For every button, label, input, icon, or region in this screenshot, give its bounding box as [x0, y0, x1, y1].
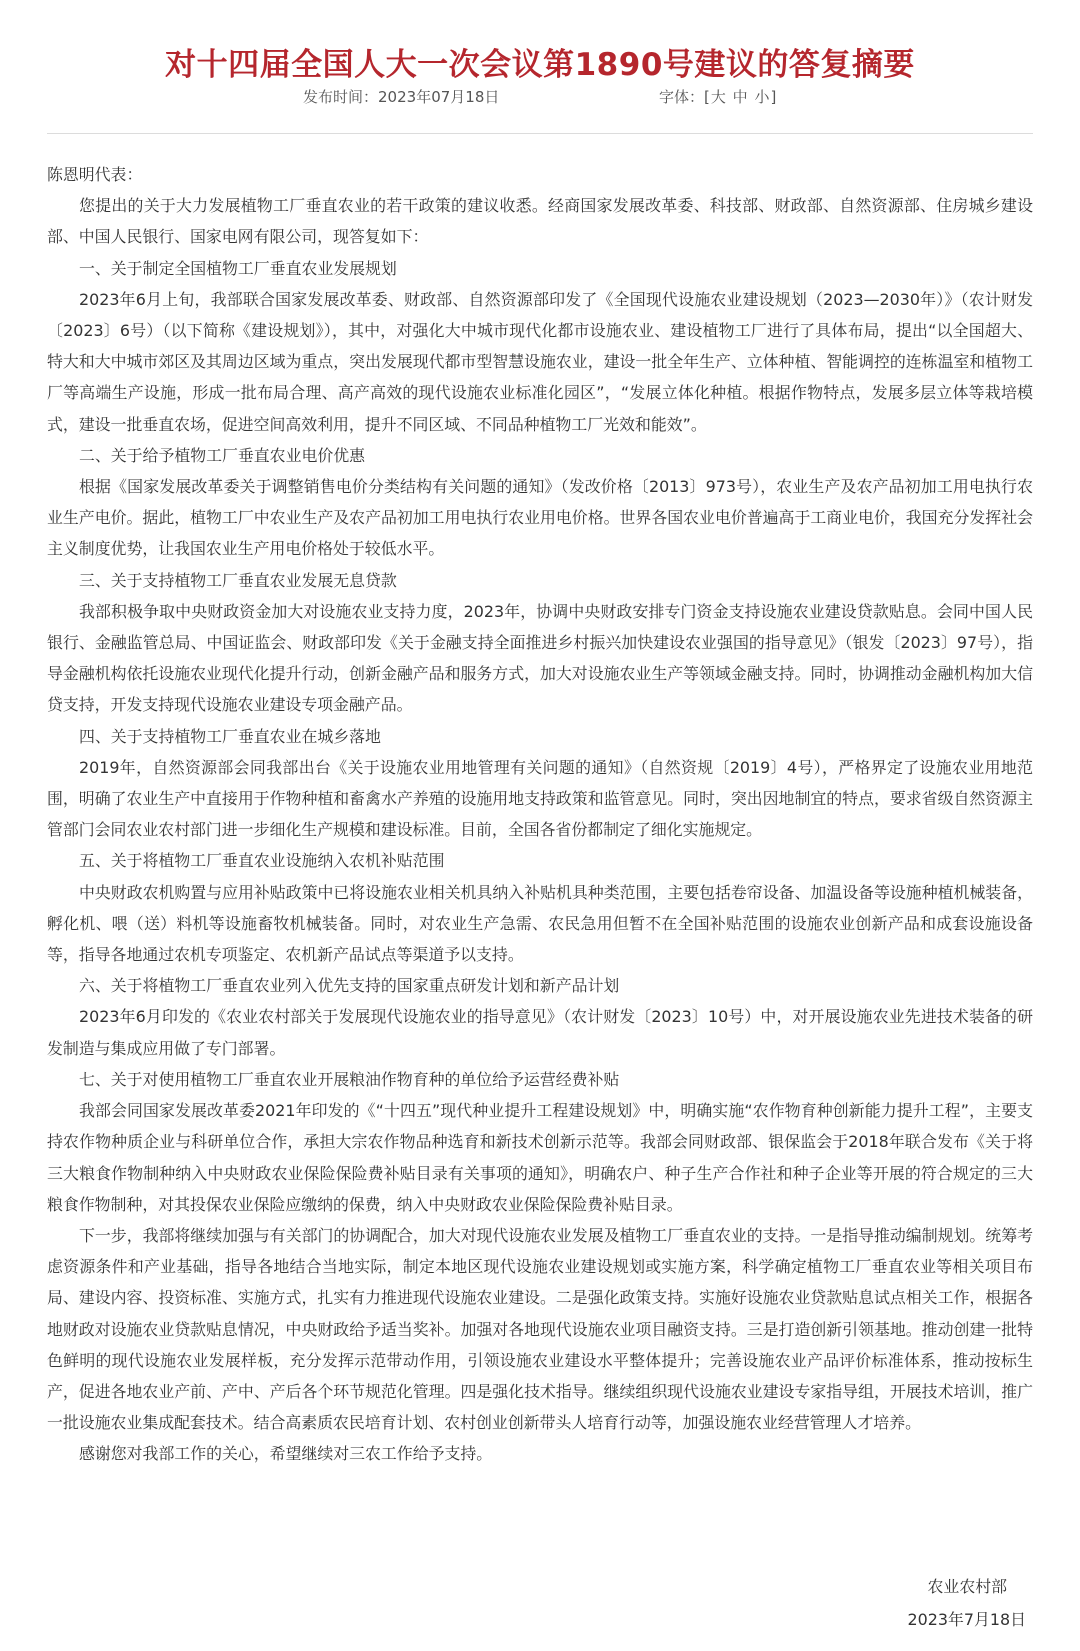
next-steps-paragraph: 下一步，我部将继续加强与有关部门的协调配合，加大对现代设施农业发展及植物工厂垂直农业的支持。一是指导推动编制规划。统筹考虑资源条件和产业基础，指导各地结合当地实际，制定本地区现代设施农业建设规划或实施方案，科学确定植物工厂垂直农业等相关项目布局、建设内容、投资标准、实施方式，扎实有力推进现代设施农业建设。二是强化政策支持。实施好设施农业贷款贴息试点相关工作，根据各地财政对设施农业贷款贴息情况，中央财政给予适当奖补。加强对各地现代设施农业项目融资支持。三是打造创新引领基地。推动创建一批特色鲜明的现代设施农业发展样板，充分发挥示范带动作用，引领设施农业建设水平整体提升；完善设施农业产品评价标准体系，推动按标生产，促进各地农业产前、产中、产后各个环节规范化管理。四是强化技术指导。继续组织现代设施农业建设专家指导组，开展技术培训，推广一批设施农业集成配套技术。结合高素质农民培育计划、农村创业创新带头人培育行动等，加强设施农业经营管理人才培养。 [47, 1225, 1033, 1433]
section-2-paragraph: 根据《国家发展改革委关于调整销售电价分类结构有关问题的通知》（发改价格〔2013〕973号），农业生产及农产品初加工用电执行农业生产电价。据此，植物工厂中农业生产及农产品初加工用电执行农业用电价格。世界各国农业电价普遍高于工商业电价，我国充分发挥社会主义制度优势，让我国农业生产用电价格处于较低水平。 [47, 477, 1033, 559]
header-divider [47, 133, 1033, 134]
section-5-heading: 五、关于将植物工厂垂直农业设施纳入农机补贴范围 [79, 851, 445, 871]
section-5-paragraph: 中央财政农机购置与应用补贴政策中已将设施农业相关机具纳入补贴机具种类范围，主要包括卷帘设备、加温设备等设施种植机械装备，孵化机、喂（送）料机等设施畜牧机械装备。同时，对农业生产急需、农民急用但暂不在全国补贴范围的设施农业创新产品和成套设施设备等，指导各地通过农机专项鉴定、农机新产品试点等渠道予以支持。 [47, 882, 1033, 965]
section-4-heading: 四、关于支持植物工厂垂直农业在城乡落地 [79, 726, 381, 746]
signature-organization: 农业农村部 [927, 1577, 1007, 1596]
closing-paragraph: 感谢您对我部工作的关心，希望继续对三农工作给予支持。 [79, 1444, 493, 1464]
section-4-paragraph: 2019年，自然资源部会同我部出台《关于设施农业用地管理有关问题的通知》（自然资规〔2019〕4号），严格界定了设施农业用地范围，明确了农业生产中直接用于作物种植和畜禽水产养殖的设施用地支持政策和监管意见。同时，突出因地制宜的特点，要求省级自然资源主管部门会同农业农村部门进一步细化生产规模和建设标准。目前，全国各省份都制定了细化实施规定。 [47, 757, 1033, 840]
article-title: 对十四届全国人大一次会议第1890号建议的答复摘要 [165, 46, 915, 83]
section-2-heading: 二、关于给予植物工厂垂直农业电价优惠 [79, 445, 366, 465]
section-1-heading: 一、关于制定全国植物工厂垂直农业发展规划 [79, 258, 397, 278]
section-1-paragraph: 2023年6月上旬，我部联合国家发展改革委、财政部、自然资源部印发了《全国现代设施农业建设规划（2023—2030年）》（农计财发〔2023〕6号）（以下简称《建设规划》），其中，对强化大中城市现代化都市设施农业、建设植物工厂进行了具体布局，提出“以全国超大、特大和大中城市郊区及其周边区域为重点，突出发展现代都市型智慧设施农业，建设一批全年生产、立体种植、智能调控的连栋温室和植物工厂等高端生产设施，形成一批布局合理、高产高效的现代设施农业标准化园区”，“发展立体化种植。根据作物特点，发展多层立体等栽培模式，建设一批垂直农场，促进空间高效利用，提升不同区域、不同品种植物工厂光效和能效”。 [47, 289, 1033, 434]
font-size-medium-button[interactable]: 中 [732, 88, 748, 106]
intro-paragraph: 您提出的关于大力发展植物工厂垂直农业的若干政策的建议收悉。经商国家发展改革委、科技部、财政部、自然资源部、住房城乡建设部、中国人民银行、国家电网有限公司，现答复如下： [47, 196, 1033, 247]
article-meta [0, 86, 1080, 110]
font-size-small-button[interactable]: 小 [754, 88, 770, 106]
section-3-paragraph: 我部积极争取中央财政资金加大对设施农业支持力度，2023年，协调中央财政安排专门资金支持设施农业建设贷款贴息。会同中国人民银行、金融监管总局、中国证监会、财政部印发《关于金融支持全面推进乡村振兴加快建设农业强国的指导意见》（银发〔2023〕97号），指导金融机构依托设施农业现代化提升行动，创新金融产品和服务方式，加大对设施农业生产等领域金融支持。同时，协调推动金融机构加大信贷支持，开发支持现代设施农业建设专项金融产品。 [47, 601, 1033, 715]
font-size-label: 字体： [659, 88, 705, 106]
publish-date: 2023年07月18日 [378, 88, 500, 106]
publish-info [303, 86, 499, 107]
section-6-heading: 六、关于将植物工厂垂直农业列入优先支持的国家重点研发计划和新产品计划 [79, 976, 620, 996]
article-body [47, 159, 1033, 1470]
signature-date: 2023年7月18日 [907, 1610, 1026, 1629]
salutation: 陈恩明代表： [47, 165, 143, 184]
section-6-paragraph: 2023年6月印发的《农业农村部关于发展现代设施农业的指导意见》（农计财发〔2023〕10号）中，对开展设施农业先进技术装备的研发制造与集成应用做了专门部署。 [47, 1007, 1033, 1058]
section-3-heading: 三、关于支持植物工厂垂直农业发展无息贷款 [79, 570, 397, 590]
font-bracket-open: [ [704, 88, 710, 106]
publish-label: 发布时间： [303, 88, 379, 106]
section-7-paragraph: 我部会同国家发展改革委2021年印发的《“十四五”现代种业提升工程建设规划》中，明确实施“农作物育种创新能力提升工程”，主要支持农作物种质企业与科研单位合作，承担大宗农作物品种选育和新技术创新示范等。我部会同财政部、银保监会于2018年联合发布《关于将三大粮食作物制种纳入中央财政农业保险保险费补贴目录有关事项的通知》，明确农户、种子生产合作社和种子企业等开展的符合规定的三大粮食作物制种，对其投保农业保险应缴纳的保费，纳入中央财政农业保险保险费补贴目录。 [47, 1101, 1033, 1214]
font-bracket-close: ] [770, 88, 777, 106]
font-size-switcher [659, 86, 776, 107]
section-7-heading: 七、关于对使用植物工厂垂直农业开展粮油作物育种的单位给予运营经费补贴 [79, 1069, 620, 1089]
font-size-large-button[interactable]: 大 [710, 88, 726, 106]
